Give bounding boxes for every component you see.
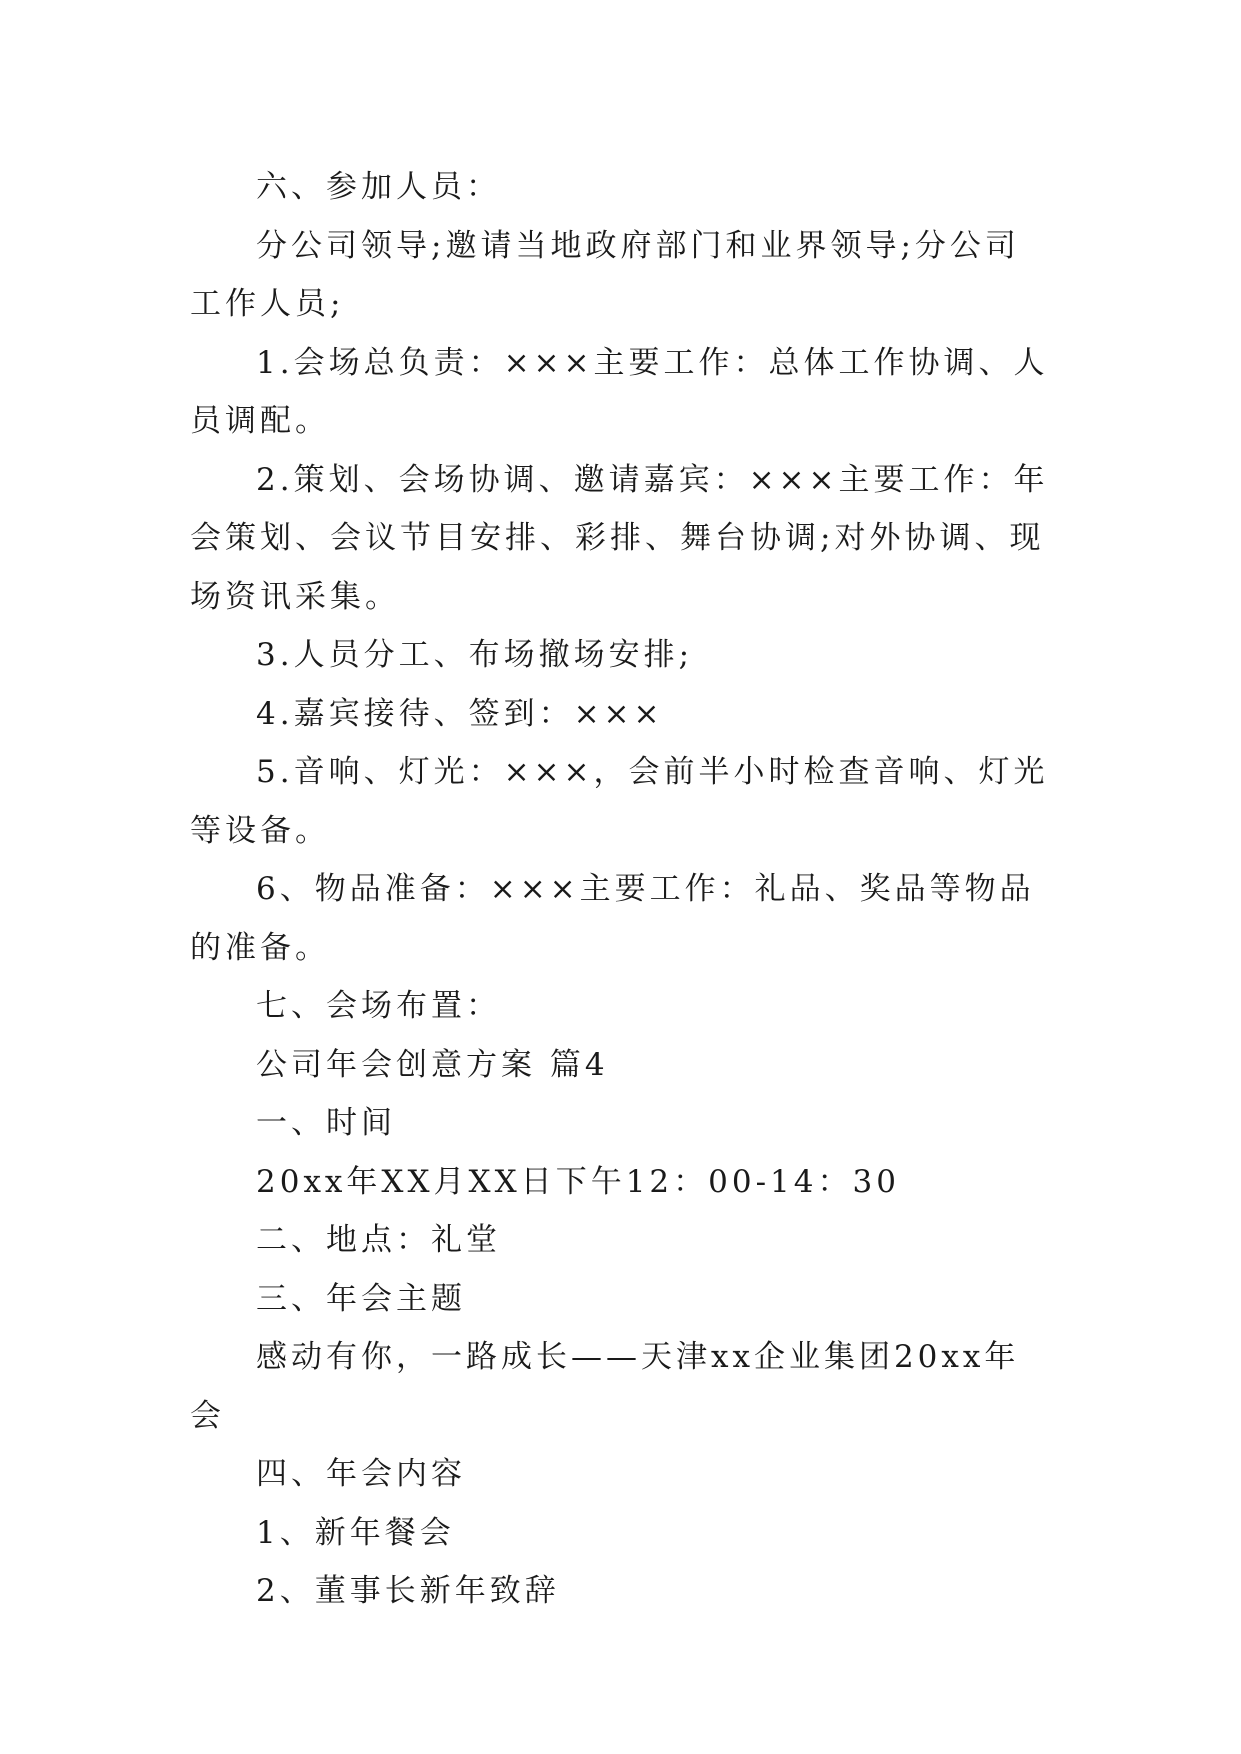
list-item-reception: 4.嘉宾接待、签到：××× (256, 695, 664, 732)
list-item-staffing: 3.人员分工、布场撤场安排; (256, 637, 694, 673)
section-heading-content: 四、年会内容 (256, 1456, 466, 1492)
list-item-supplies: 6、物品准备：×××主要工作：礼品、奖品等物品的准备。 (190, 871, 1035, 966)
section-heading-time: 一、时间 (256, 1105, 396, 1141)
section-heading-theme: 三、年会主题 (256, 1280, 466, 1317)
paragraph-participants: 分公司领导;邀请当地政府部门和业界领导;分公司工作人员; (190, 227, 1020, 322)
list-item-planning: 2.策划、会场协调、邀请嘉宾：×××主要工作：年会策划、会议节目安排、彩排、舞台协调;对外协调、现场资讯采集。 (190, 461, 1049, 615)
list-item-chairman-speech: 2、董事长新年致辞 (256, 1573, 560, 1609)
list-item-venue-lead: 1.会场总负责：×××主要工作：总体工作协调、人员调配。 (190, 344, 1049, 439)
section-heading-location: 二、地点：礼堂 (256, 1222, 501, 1258)
section-heading-venue-layout: 七、会场布置： (256, 988, 501, 1024)
paragraph-theme: 感动有你，一路成长——天津xx企业集团20xx年会 (190, 1339, 1020, 1434)
section-heading-participants: 六、参加人员： (256, 169, 501, 205)
paragraph-time: 20xx年XX月XX日下午12：00-14：30 (256, 1163, 900, 1200)
list-item-audio-lighting: 5.音响、灯光：×××，会前半小时检查音响、灯光等设备。 (190, 754, 1049, 849)
list-item-dinner: 1、新年餐会 (256, 1514, 455, 1551)
plan-title: 公司年会创意方案 篇4 (256, 1046, 609, 1083)
document-body (190, 158, 1052, 1621)
